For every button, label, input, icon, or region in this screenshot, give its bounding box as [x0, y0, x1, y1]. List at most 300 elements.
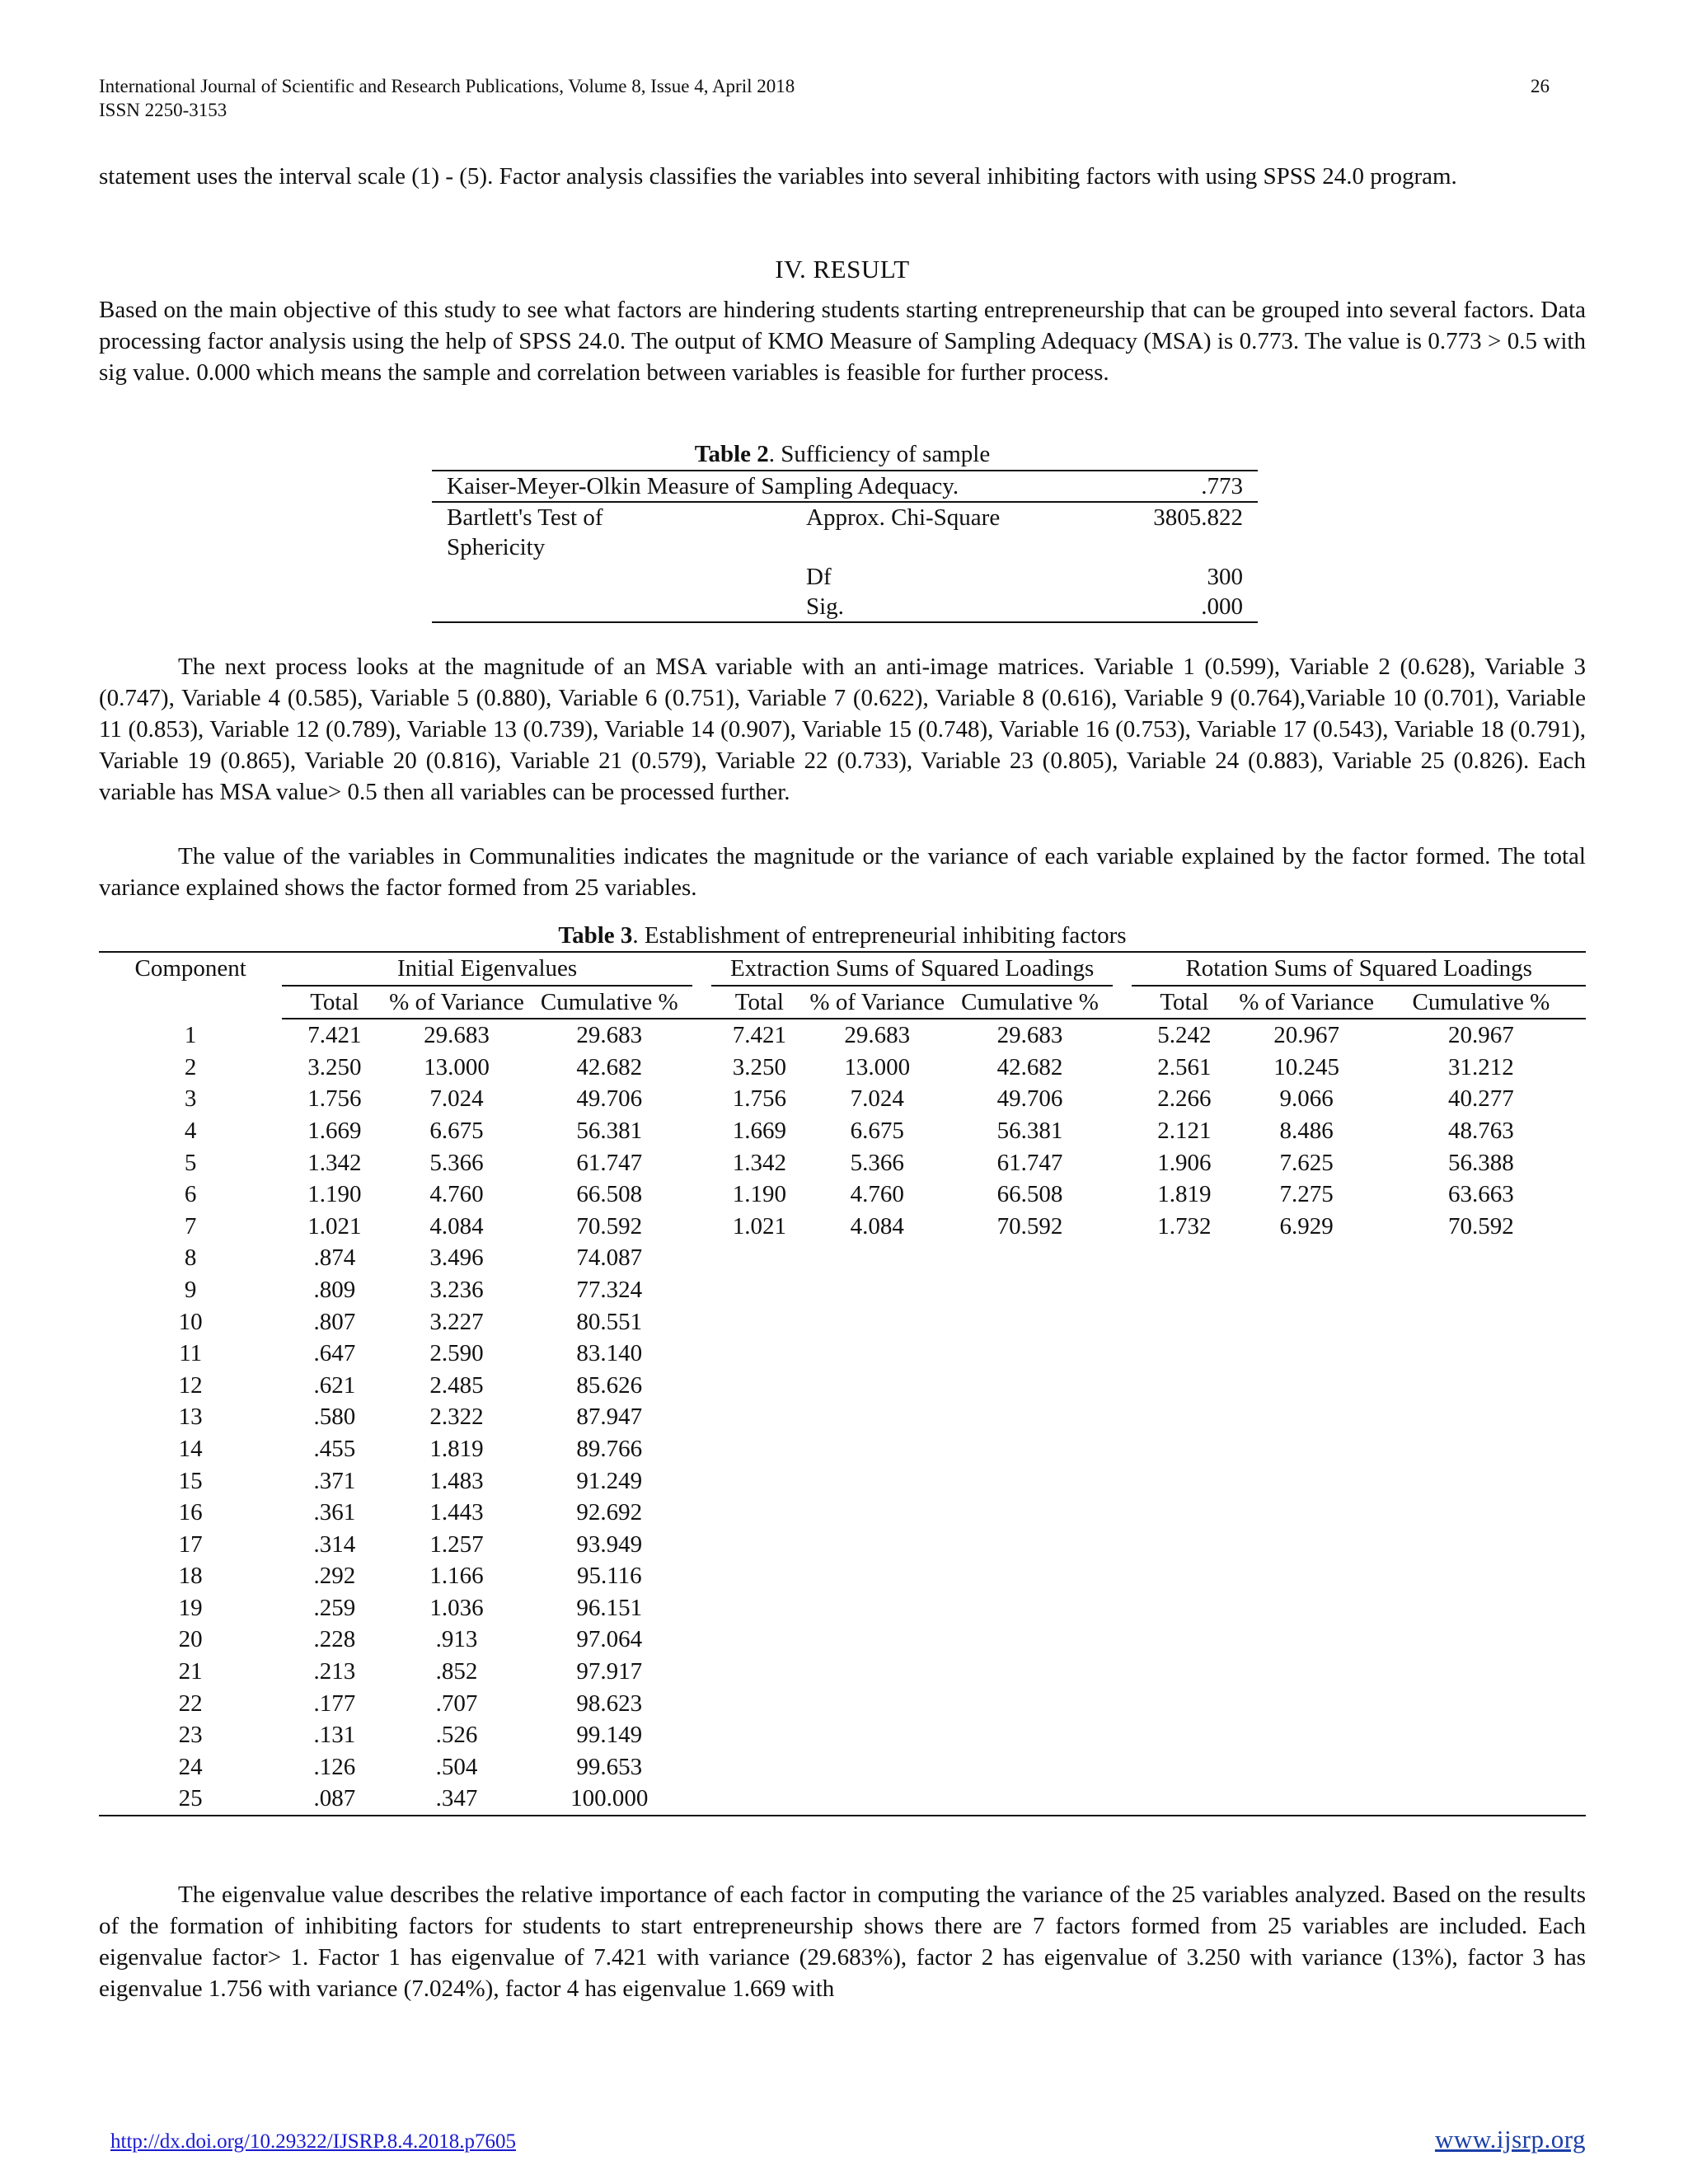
- table-cell: [711, 1783, 807, 1816]
- table-row: [99, 1624, 1586, 1656]
- table-cell: 3.496: [429, 1244, 484, 1272]
- table-cell: 13.000: [424, 1053, 490, 1080]
- table-cell: 1: [184, 1021, 197, 1048]
- table-cell: 20: [178, 1626, 203, 1653]
- table-cell: 4.084: [850, 1212, 904, 1240]
- kmo-label: Kaiser-Meyer-Olkin Measure of Sampling Adequacy.: [432, 471, 1095, 502]
- table-row: [99, 1560, 1586, 1592]
- table-cell: [711, 1656, 807, 1688]
- table-cell: [1236, 1751, 1376, 1783]
- table-cell: [1236, 1719, 1376, 1751]
- table-cell: [947, 1274, 1113, 1306]
- table-cell: 1.906: [1157, 1149, 1212, 1176]
- table-row: [99, 1052, 1586, 1084]
- table-cell: [1376, 1465, 1586, 1497]
- table-row: [99, 1019, 1586, 1052]
- group-rotation: Rotation Sums of Squared Loadings: [1132, 952, 1586, 986]
- table-cell: 12: [178, 1371, 203, 1399]
- chi-value: 3805.822: [1153, 504, 1243, 531]
- table-cell: [1132, 1751, 1236, 1783]
- journal-title: International Journal of Scientific and Research Publications, Volume 8, Issue 4, April 2018: [99, 76, 795, 96]
- table-row: [99, 1179, 1586, 1211]
- table-row: [99, 1497, 1586, 1529]
- table-cell: .455: [313, 1435, 356, 1462]
- table-cell: 77.324: [576, 1276, 643, 1303]
- sub-variance: % of Variance: [1236, 986, 1376, 1019]
- table-cell: 22: [178, 1690, 203, 1717]
- table-cell: .314: [313, 1530, 356, 1558]
- doi-link[interactable]: http://dx.doi.org/10.29322/IJSRP.8.4.2018.p7605: [110, 2130, 516, 2153]
- table-cell: 66.508: [576, 1181, 643, 1208]
- table-cell: [711, 1592, 807, 1624]
- chi-label: Approx. Chi-Square: [806, 504, 1001, 531]
- table-row: [99, 1751, 1586, 1783]
- sub-variance: % of Variance: [808, 986, 947, 1019]
- table-cell: 29.683: [424, 1022, 490, 1049]
- table-cell: 70.592: [1448, 1212, 1514, 1240]
- table-cell: [1376, 1338, 1586, 1370]
- table-row: [99, 1401, 1586, 1433]
- table-row: [99, 1719, 1586, 1751]
- table-header-row: [99, 952, 1586, 986]
- sub-cumulative: Cumulative %: [1376, 986, 1586, 1019]
- table-cell: [947, 1370, 1113, 1402]
- col-component: Component: [99, 952, 282, 1019]
- sub-cumulative: Cumulative %: [527, 986, 692, 1019]
- table-cell: .347: [387, 1783, 526, 1816]
- table-cell: 2.485: [429, 1371, 484, 1399]
- table-row: [99, 1656, 1586, 1688]
- table-cell: [1132, 1497, 1236, 1529]
- table-cell: .259: [313, 1594, 356, 1621]
- table-cell: 29.683: [576, 1022, 643, 1049]
- table-cell: 10.245: [1273, 1053, 1339, 1080]
- table-cell: 16: [178, 1499, 203, 1526]
- table-row: [99, 1783, 1586, 1816]
- communalities-paragraph: The value of the variables in Communalities indicates the magnitude or the variance of each variable explained by the factor formed. The total variance explained shows the factor formed from 25 variables.: [99, 843, 1586, 901]
- table-row: [432, 502, 1258, 532]
- table-cell: 1.756: [732, 1085, 786, 1113]
- table-cell: 6.675: [429, 1117, 484, 1144]
- table-cell: [808, 1783, 947, 1816]
- table-cell: 87.947: [576, 1404, 643, 1431]
- table-cell: .177: [313, 1690, 356, 1717]
- table-cell: [711, 1624, 807, 1656]
- table2-caption-label: Table 2: [694, 441, 769, 467]
- table-cell: 1.732: [1157, 1212, 1212, 1240]
- table-cell: 4: [184, 1117, 197, 1144]
- table-cell: 4.760: [429, 1181, 484, 1208]
- table-cell: .809: [313, 1276, 356, 1303]
- table-row: [99, 1147, 1586, 1179]
- table-cell: .852: [435, 1658, 478, 1685]
- table-row: [99, 1115, 1586, 1147]
- table-cell: 3.227: [429, 1308, 484, 1335]
- table-cell: 23: [178, 1722, 203, 1749]
- table-cell: [808, 1624, 947, 1656]
- table-cell: 99.653: [576, 1753, 643, 1780]
- table-cell: [711, 1497, 807, 1529]
- table-row: [99, 1688, 1586, 1720]
- table-cell: [711, 1433, 807, 1465]
- table-cell: 1.342: [307, 1149, 362, 1176]
- table-cell: 1.021: [307, 1212, 362, 1240]
- table-cell: 80.551: [576, 1308, 643, 1335]
- msa-paragraph: The next process looks at the magnitude of an MSA variable with an anti-image matrices. Variable 1 (0.599), Variable 2 (0.628), Variable 3 (0.747), Variable 4 (0.585), Variable 5 (0.880), Variable 6 (0.751), Variable 7 (0.622), Variable 8 (0.616), Variable 9 (0.764),Variable 10 (0.701), Variable 11 (0.853), Variable 12 (0.789), Variable 13 (0.739), Variable 14 (0.907), Variable 15 (0.748), Variable 16 (0.753), Variable 17 (0.543), Variable 18 (0.791), Variable 19 (0.865), Variable 20 (0.816), Variable 21 (0.579), Variable 22 (0.733), Variable 23 (0.805), Variable 24 (0.883), Variable 25 (0.826). Each variable has MSA value> 0.5 then all variables can be processed further.: [99, 654, 1586, 805]
- table-cell: [711, 1242, 807, 1274]
- table-cell: 18: [178, 1563, 203, 1590]
- table3-caption-label: Table 3: [558, 922, 633, 949]
- table3-caption-text: . Establishment of entrepreneurial inhibiting factors: [632, 922, 1127, 949]
- table-cell: [808, 1656, 947, 1688]
- table-cell: [711, 1560, 807, 1592]
- table-cell: .621: [313, 1371, 356, 1399]
- table-cell: [947, 1592, 1113, 1624]
- table-cell: 2.561: [1157, 1053, 1212, 1080]
- table-cell: 31.212: [1448, 1053, 1514, 1080]
- table-cell: 83.140: [576, 1340, 643, 1367]
- table-cell: 48.763: [1448, 1117, 1514, 1144]
- table-cell: [808, 1529, 947, 1561]
- table-cell: [1376, 1783, 1586, 1816]
- table-cell: [947, 1497, 1113, 1529]
- table-cell: 5.366: [429, 1149, 484, 1176]
- result-paragraph: Based on the main objective of this study to see what factors are hindering students starting entrepreneurship that can be grouped into several factors. Data processing factor analysis using the help of SPSS 24.0. The output of KMO Measure of Sampling Adequacy (MSA) is 0.773. The value is 0.773 > 0.5 with sig value. 0.000 which means the sample and correlation between variables is feasible for further process.: [99, 297, 1586, 386]
- kmo-value: .773: [1095, 471, 1258, 502]
- table-cell: 7.625: [1279, 1149, 1334, 1176]
- table-cell: .874: [313, 1244, 356, 1272]
- table-cell: [947, 1688, 1113, 1720]
- table-cell: [1236, 1338, 1376, 1370]
- table-cell: 1.190: [732, 1181, 786, 1208]
- table-cell: 2.590: [429, 1340, 484, 1367]
- table3-body: [99, 1019, 1586, 1816]
- table-cell: [711, 1465, 807, 1497]
- table-cell: [808, 1497, 947, 1529]
- table-cell: [808, 1306, 947, 1338]
- sig-label: Sig.: [791, 592, 1095, 622]
- table-cell: 1.819: [1157, 1181, 1212, 1208]
- table-cell: [711, 1370, 807, 1402]
- table-cell: .213: [313, 1658, 356, 1685]
- table-cell: 11: [179, 1340, 203, 1367]
- table-cell: [947, 1624, 1113, 1656]
- table-cell: 97.917: [576, 1658, 643, 1685]
- table-cell: [1236, 1497, 1376, 1529]
- table-cell: [1236, 1306, 1376, 1338]
- table-cell: 7: [184, 1212, 197, 1240]
- table-cell: 7.024: [429, 1085, 484, 1113]
- table-cell: [1132, 1433, 1236, 1465]
- table-cell: [1236, 1433, 1376, 1465]
- table-cell: 95.116: [576, 1563, 642, 1590]
- table-cell: [1376, 1751, 1586, 1783]
- table-cell: [808, 1465, 947, 1497]
- table-cell: 49.706: [576, 1085, 643, 1113]
- table-cell: 20.967: [1273, 1022, 1339, 1049]
- table-cell: 29.683: [844, 1022, 911, 1049]
- table-cell: [808, 1719, 947, 1751]
- table-cell: [1236, 1783, 1376, 1816]
- table-cell: 1.036: [429, 1594, 484, 1621]
- table-cell: [711, 1529, 807, 1561]
- table-cell: [947, 1433, 1113, 1465]
- table-cell: 8: [184, 1244, 197, 1272]
- sub-total: Total: [282, 986, 387, 1019]
- table3-factors: [99, 951, 1586, 1816]
- eigen-paragraph: The eigenvalue value describes the relative importance of each factor in computing the variance of the 25 variables analyzed. Based on the results of the formation of inhibiting factors for students to start entrepreneurship shows there are 7 factors formed from 25 variables are included. Each eigenvalue factor> 1. Factor 1 has eigenvalue of 7.421 with variance (29.683%), factor 2 has eigenvalue of 3.250 with variance (13%), factor 3 has eigenvalue 1.756 with variance (7.024%), factor 4 has eigenvalue 1.669 with: [99, 1882, 1586, 2002]
- bartlett-label-2: Sphericity: [447, 534, 546, 560]
- table-cell: [1376, 1497, 1586, 1529]
- table-cell: [808, 1592, 947, 1624]
- table-cell: 2.121: [1157, 1117, 1212, 1144]
- table-cell: [808, 1370, 947, 1402]
- table-cell: 13.000: [844, 1053, 911, 1080]
- table-cell: [1376, 1370, 1586, 1402]
- table-row: [99, 1433, 1586, 1465]
- table-cell: 25: [99, 1783, 282, 1816]
- table-cell: [947, 1783, 1113, 1816]
- table-cell: 2.266: [1157, 1085, 1212, 1113]
- table-cell: [1236, 1370, 1376, 1402]
- table-cell: .292: [313, 1563, 356, 1590]
- table-cell: [1236, 1624, 1376, 1656]
- table-cell: .371: [313, 1467, 356, 1494]
- table-cell: [947, 1560, 1113, 1592]
- table3-caption: [99, 921, 1586, 949]
- table-cell: .580: [313, 1404, 356, 1431]
- table-cell: [1376, 1656, 1586, 1688]
- table2-sufficiency: [432, 470, 1258, 623]
- table-cell: 1.669: [307, 1117, 362, 1144]
- table-cell: 6.929: [1279, 1212, 1334, 1240]
- table-subheader-row: [99, 986, 1586, 1019]
- table-cell: 7.024: [850, 1085, 904, 1113]
- table2-caption: [99, 440, 1586, 468]
- table-cell: 17: [178, 1530, 203, 1558]
- table-cell: [1132, 1306, 1236, 1338]
- table-cell: 1.669: [732, 1117, 786, 1144]
- table-cell: 19: [178, 1594, 203, 1621]
- table-cell: 5: [184, 1149, 197, 1176]
- table-cell: [1236, 1401, 1376, 1433]
- table-cell: 1.190: [307, 1181, 362, 1208]
- table-cell: .807: [313, 1308, 356, 1335]
- sig-value: .000: [1095, 592, 1258, 622]
- table-cell: 98.623: [576, 1690, 643, 1717]
- table-row: [432, 562, 1258, 592]
- table-cell: 2.322: [429, 1404, 484, 1431]
- table-row: [432, 471, 1258, 502]
- table-cell: 93.949: [576, 1530, 643, 1558]
- table-cell: 29.683: [996, 1022, 1063, 1049]
- table-cell: 92.692: [576, 1499, 643, 1526]
- table-cell: [711, 1274, 807, 1306]
- table-cell: [711, 1338, 807, 1370]
- table-cell: [1376, 1306, 1586, 1338]
- table-cell: [1376, 1529, 1586, 1561]
- table-cell: .126: [313, 1753, 356, 1780]
- table-cell: 13: [178, 1404, 203, 1431]
- table-cell: 61.747: [576, 1149, 643, 1176]
- table-cell: [1236, 1465, 1376, 1497]
- table-cell: 40.277: [1448, 1085, 1514, 1113]
- table-cell: 7.421: [732, 1022, 786, 1049]
- table-cell: [711, 1401, 807, 1433]
- table-cell: .707: [435, 1690, 478, 1717]
- table-cell: [1236, 1529, 1376, 1561]
- table-cell: [808, 1433, 947, 1465]
- table-cell: 6: [184, 1181, 197, 1208]
- table-cell: [808, 1274, 947, 1306]
- table-cell: [947, 1338, 1113, 1370]
- table-cell: [947, 1465, 1113, 1497]
- table-cell: 1.021: [732, 1212, 786, 1240]
- table-cell: .361: [313, 1499, 356, 1526]
- table-row: [99, 1370, 1586, 1402]
- table-cell: 1.342: [732, 1149, 786, 1176]
- table-row: [99, 1211, 1586, 1243]
- df-value: 300: [1207, 564, 1243, 590]
- table-cell: 10: [178, 1308, 203, 1335]
- table-cell: 74.087: [576, 1244, 643, 1272]
- table-cell: .504: [435, 1753, 478, 1780]
- table-cell: 7.421: [307, 1022, 362, 1049]
- table-cell: 42.682: [996, 1053, 1063, 1080]
- table-cell: [711, 1688, 807, 1720]
- table-cell: [1132, 1242, 1236, 1274]
- table-cell: 49.706: [996, 1085, 1063, 1113]
- table-cell: 61.747: [996, 1149, 1063, 1176]
- table-cell: 1.257: [429, 1530, 484, 1558]
- table-cell: .647: [313, 1340, 356, 1367]
- table-cell: 9.066: [1279, 1085, 1334, 1113]
- table-cell: [1376, 1592, 1586, 1624]
- sub-variance: % of Variance: [387, 986, 526, 1019]
- table-cell: 89.766: [576, 1435, 643, 1462]
- sub-total: Total: [1132, 986, 1236, 1019]
- table-cell: [1236, 1274, 1376, 1306]
- table-cell: [1376, 1242, 1586, 1274]
- table-row: [99, 1274, 1586, 1306]
- table-cell: 91.249: [576, 1467, 643, 1494]
- table-cell: [1132, 1274, 1236, 1306]
- table-cell: [947, 1242, 1113, 1274]
- table-cell: 1.756: [307, 1085, 362, 1113]
- table-row: [99, 1083, 1586, 1115]
- table-cell: [1236, 1688, 1376, 1720]
- table-cell: .131: [313, 1722, 356, 1749]
- table-cell: 100.000: [527, 1783, 692, 1816]
- table-cell: 2: [184, 1053, 197, 1080]
- table-cell: [1132, 1783, 1236, 1816]
- table-cell: [1132, 1624, 1236, 1656]
- table-cell: 97.064: [576, 1626, 643, 1653]
- issn: ISSN 2250-3153: [99, 100, 227, 120]
- table-cell: [947, 1719, 1113, 1751]
- table-cell: [1376, 1401, 1586, 1433]
- table-cell: 14: [178, 1435, 203, 1462]
- table-cell: [947, 1401, 1113, 1433]
- df-label: Df: [806, 564, 832, 590]
- table-cell: [1376, 1274, 1586, 1306]
- table-cell: 24: [178, 1753, 203, 1780]
- table-cell: [808, 1560, 947, 1592]
- table-cell: [1376, 1560, 1586, 1592]
- table-row: [432, 592, 1258, 622]
- table-cell: [808, 1751, 947, 1783]
- table-cell: [808, 1401, 947, 1433]
- table-cell: 4.084: [429, 1212, 484, 1240]
- table-cell: 70.592: [996, 1212, 1063, 1240]
- table-row: [99, 1529, 1586, 1561]
- page-footer: [110, 2125, 1586, 2154]
- table-cell: [711, 1306, 807, 1338]
- table-cell: .228: [313, 1626, 356, 1653]
- sub-cumulative: Cumulative %: [947, 986, 1113, 1019]
- table-row: [432, 532, 1258, 562]
- table-cell: [947, 1656, 1113, 1688]
- table-cell: 9: [184, 1276, 197, 1303]
- table-cell: 20.967: [1448, 1022, 1514, 1049]
- table-cell: [1132, 1338, 1236, 1370]
- table-cell: 1.166: [429, 1563, 484, 1590]
- table-cell: [947, 1306, 1113, 1338]
- table-cell: 56.388: [1448, 1149, 1514, 1176]
- table-cell: [1132, 1719, 1236, 1751]
- table-cell: [711, 1719, 807, 1751]
- table-row: [99, 1338, 1586, 1370]
- table-cell: [1132, 1656, 1236, 1688]
- table-cell: [1236, 1242, 1376, 1274]
- bartlett-label-1: Bartlett's Test of: [447, 504, 603, 531]
- table-cell: [1236, 1656, 1376, 1688]
- table-cell: [808, 1688, 947, 1720]
- table-cell: [711, 1751, 807, 1783]
- table-cell: .087: [282, 1783, 387, 1816]
- table-cell: 3: [184, 1085, 197, 1113]
- table-cell: 1.819: [429, 1435, 484, 1462]
- table-cell: .913: [435, 1626, 478, 1653]
- table-cell: 6.675: [850, 1117, 904, 1144]
- table-cell: [1132, 1592, 1236, 1624]
- table-cell: 85.626: [576, 1371, 643, 1399]
- table-cell: 5.366: [850, 1149, 904, 1176]
- table-cell: [808, 1242, 947, 1274]
- paper-page: [99, 0, 1586, 2184]
- table-cell: .526: [435, 1722, 478, 1749]
- table-cell: [1236, 1592, 1376, 1624]
- table-cell: [1132, 1401, 1236, 1433]
- table-cell: 70.592: [576, 1212, 643, 1240]
- table-cell: [1132, 1560, 1236, 1592]
- table-cell: [1132, 1529, 1236, 1561]
- table-cell: [1376, 1688, 1586, 1720]
- table-cell: [1236, 1560, 1376, 1592]
- page-number: 26: [1531, 76, 1550, 96]
- table-cell: 5.242: [1157, 1022, 1212, 1049]
- table-cell: [1132, 1688, 1236, 1720]
- running-header: [99, 74, 1550, 122]
- table-cell: 3.250: [732, 1053, 786, 1080]
- website-link[interactable]: www.ijsrp.org: [1434, 2125, 1586, 2154]
- table-cell: [1132, 1465, 1236, 1497]
- table-cell: 96.151: [576, 1594, 643, 1621]
- table-cell: 3.250: [307, 1053, 362, 1080]
- table-row: [99, 1465, 1586, 1497]
- table-cell: 66.508: [996, 1181, 1063, 1208]
- table-cell: 15: [178, 1467, 203, 1494]
